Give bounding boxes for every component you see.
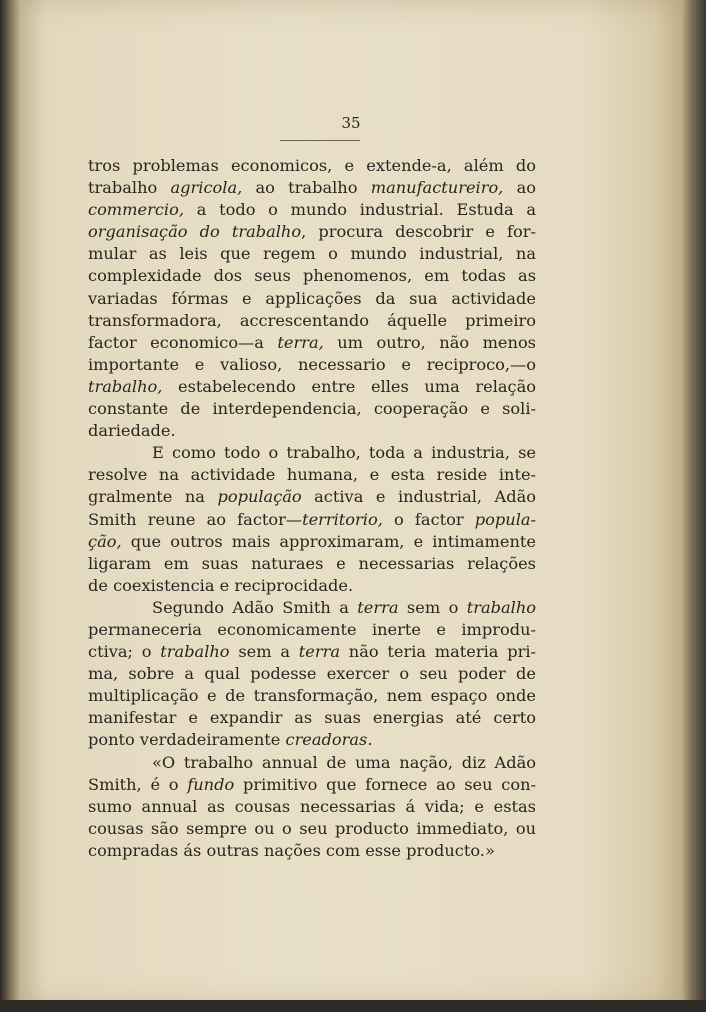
italic-text: população — [217, 487, 302, 507]
text-segment: ligaram em suas naturaes e necessarias relações — [88, 553, 536, 573]
text-segment: dariedade. — [88, 421, 176, 441]
text-segment: sem o — [398, 597, 467, 617]
text-segment: gralmente na — [88, 487, 218, 507]
text-line — [88, 420, 536, 442]
text-line — [88, 729, 536, 751]
text-line — [88, 177, 536, 199]
text-line — [88, 796, 536, 818]
text-segment: ctiva; o — [88, 642, 161, 662]
text-segment: primitivo que fornece ao seu con- — [234, 774, 536, 794]
italic-text: agricola, — [170, 178, 243, 198]
text-line — [88, 818, 536, 840]
text-segment: a todo o mundo industrial. Estuda a — [183, 200, 536, 220]
text-segment: Smith reune ao factor— — [88, 509, 303, 529]
text-segment: resolve na actividade humana, e esta reside inte- — [88, 465, 536, 485]
text-line — [88, 752, 536, 774]
text-segment: sumo annual as cousas necessarias á vida; e estas — [88, 796, 536, 816]
text-segment: , procura descobrir e for- — [301, 222, 536, 242]
italic-text: territorio, — [302, 509, 383, 529]
text-line — [88, 442, 536, 464]
text-line — [88, 376, 536, 398]
text-segment: sem a — [229, 642, 299, 662]
text-segment: factor economico—a — [88, 332, 278, 352]
italic-text: manufactureiro, — [370, 178, 504, 198]
italic-text: terra — [298, 642, 340, 662]
text-line — [88, 354, 536, 376]
italic-text: terra, — [277, 332, 324, 352]
header-rule — [280, 140, 360, 141]
italic-text: terra — [357, 597, 399, 617]
text-line — [88, 685, 536, 707]
text-line — [88, 243, 536, 265]
text-segment: estabelecendo entre elles uma relação — [162, 376, 536, 396]
page-edge — [682, 0, 706, 1012]
text-segment: compradas ás outras nações com esse producto.» — [88, 840, 495, 860]
text-line — [88, 531, 536, 553]
italic-text: trabalho — [160, 642, 230, 662]
text-line — [88, 464, 536, 486]
text-segment: Smith, é o — [88, 774, 188, 794]
text-segment: transformadora, accrescentando áquelle primeiro — [88, 310, 536, 330]
text-line — [88, 774, 536, 796]
text-line — [88, 597, 536, 619]
text-segment: ao trabalho — [242, 178, 371, 198]
text-line — [88, 310, 536, 332]
text-line — [88, 265, 536, 287]
text-segment: ao — [503, 178, 537, 198]
text-line — [88, 155, 536, 177]
page-number: 35 — [341, 114, 361, 132]
italic-text: trabalho, — [88, 376, 163, 396]
text-segment: ma, sobre a qual podesse exercer o seu poder de — [88, 664, 536, 684]
text-segment: manifestar e expandir as suas energias até certo — [88, 708, 536, 728]
text-segment: E como todo o trabalho, toda a industria, se — [152, 443, 536, 463]
text-segment: constante de interdependencia, cooperação e soli- — [88, 399, 536, 419]
text-line — [88, 398, 536, 420]
text-segment: importante e valioso, necessario e reciproco,—o — [88, 354, 536, 374]
text-segment: Segundo Adão Smith a — [152, 597, 358, 617]
text-line — [88, 840, 536, 862]
book-page — [20, 0, 682, 1005]
italic-text: creadoras. — [285, 730, 373, 750]
text-segment: multiplicação e de transformação, nem espaço onde — [88, 686, 536, 706]
text-line — [88, 199, 536, 221]
italic-text: trabalho — [466, 597, 537, 617]
text-segment: permaneceria economicamente inerte e improdu- — [88, 619, 536, 639]
text-segment: que outros mais approximaram, e intimamente — [121, 531, 536, 551]
text-line — [88, 288, 536, 310]
scan-bottom-border — [0, 1000, 706, 1012]
text-line — [88, 221, 536, 243]
text-segment: o factor — [382, 509, 475, 529]
text-line — [88, 509, 536, 531]
text-line — [88, 663, 536, 685]
text-line — [88, 641, 536, 663]
italic-text: organisação do trabalho — [88, 222, 302, 242]
text-segment: trabalho — [88, 178, 171, 198]
text-segment: cousas são sempre ou o seu producto immediato, ou — [88, 818, 536, 838]
text-segment: variadas fórmas e applicações da sua actividade — [88, 288, 536, 308]
text-line — [88, 332, 536, 354]
text-line — [88, 553, 536, 575]
book-gutter — [0, 0, 20, 1012]
body-text — [88, 155, 536, 862]
text-segment: ponto verdadeiramente — [88, 730, 286, 750]
text-segment: tros problemas economicos, e extende-a, além do — [88, 156, 536, 175]
text-line — [88, 619, 536, 641]
text-line — [88, 707, 536, 729]
text-segment: não teria materia pri- — [340, 642, 536, 662]
text-segment: complexidade dos seus phenomenos, em todas as — [88, 266, 536, 286]
italic-text: popula- — [474, 509, 536, 529]
text-segment: de coexistencia e reciprocidade. — [88, 575, 354, 595]
italic-text: commercio, — [88, 200, 184, 220]
text-segment: um outro, não menos — [323, 332, 536, 352]
italic-text: fundo — [187, 774, 235, 794]
text-segment: activa e industrial, Adão — [301, 487, 536, 507]
text-line — [88, 486, 536, 508]
text-segment: mular as leis que regem o mundo industrial, na — [88, 244, 536, 264]
text-line — [88, 575, 536, 597]
italic-text: ção, — [88, 531, 122, 551]
text-segment: «O trabalho annual de uma nação, diz Adão — [152, 752, 536, 772]
